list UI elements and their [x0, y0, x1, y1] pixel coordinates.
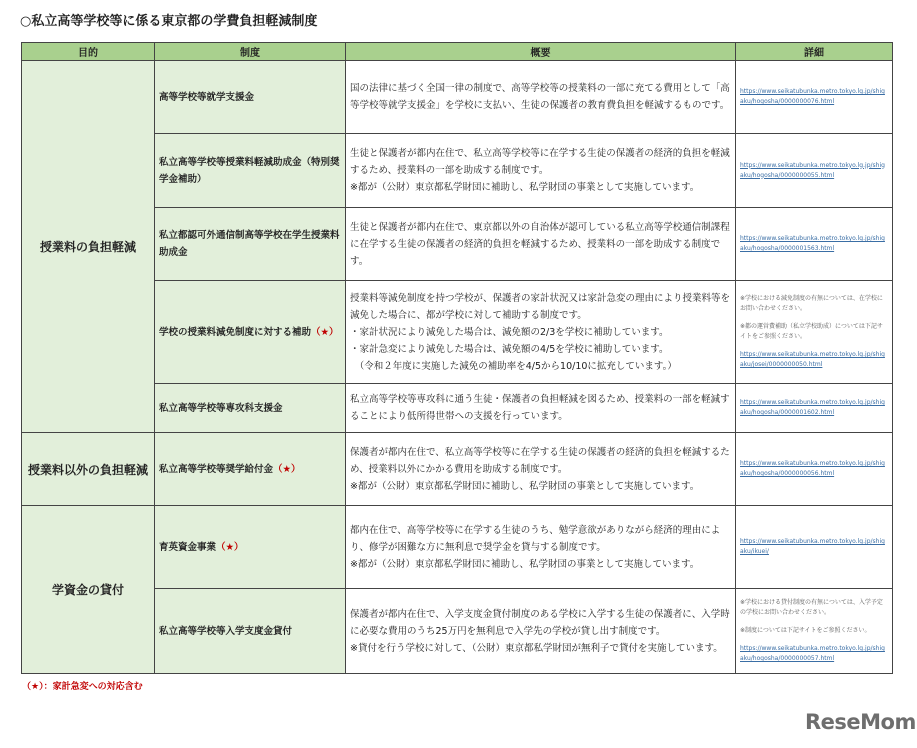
detail-cell: [736, 208, 893, 281]
detail-link[interactable]: https://www.seikatubunka.metro.tokyo.lg.jp/shigaku/hogosha/0000001602.html: [740, 399, 885, 416]
purpose-cell: 学資金の貸付: [22, 506, 155, 674]
subsidy-table: [21, 42, 893, 674]
detail-cell: [736, 433, 893, 506]
system-cell: [155, 208, 346, 281]
summary-cell: 国の法律に基づく全国一律の制度で、高等学校等の授業料の一部に充てる費用として「高等学校等就学支援金」を学校に支払い、生徒の保護者の教育費負担を軽減するものです。: [346, 61, 736, 134]
detail-cell: [736, 506, 893, 589]
system-cell: [155, 433, 346, 506]
detail-link[interactable]: https://www.seikatubunka.metro.tokyo.lg.jp/shigaku/hogosha/0000000055.html: [740, 161, 885, 179]
header-summary: 概要: [346, 43, 736, 61]
detail-link[interactable]: https://www.seikatubunka.metro.tokyo.lg.jp/shigaku/ikuei/: [740, 538, 885, 555]
detail-link[interactable]: https://www.seikatubunka.metro.tokyo.lg.jp/shigaku/josei/0000000050.html: [740, 351, 885, 368]
detail-link[interactable]: https://www.seikatubunka.metro.tokyo.lg.jp/shigaku/hogosha/0000000056.html: [740, 460, 885, 477]
system-name: 学校の授業料減免制度に対する補助: [159, 326, 312, 338]
detail-link[interactable]: https://www.seikatubunka.metro.tokyo.lg.jp/shigaku/hogosha/0000000057.html: [740, 645, 885, 662]
header-purpose: 目的: [22, 43, 155, 61]
detail-cell: [736, 61, 893, 134]
resemom-logo: ReseMom: [805, 710, 916, 734]
system-cell: [155, 589, 346, 674]
detail-note: ※学校における減免制度の有無については、在学校にお問い合わせください。: [740, 295, 883, 312]
detail-note: ※都の運営費補助（私立学校助成）については下記サイトをご参照ください。: [740, 323, 883, 340]
system-cell: [155, 134, 346, 208]
star-mark: （★）: [216, 541, 244, 553]
footnote: （★）：家計急変への対応含む: [22, 682, 143, 692]
star-mark: （★）: [311, 326, 339, 338]
system-name: 私立高等学校等奨学給付金: [159, 463, 274, 475]
detail-note: ※制度については下記サイトをご参照ください。: [740, 627, 871, 634]
detail-cell: [736, 281, 893, 384]
summary-cell: 都内在住で、高等学校等に在学する生徒のうち、勉学意欲がありながら経済的理由により、修学が困難な方に無利息で奨学金を貸与する制度です。 ※都が（公財）東京都私学財団に補助し、私学財団の事業として実施しています。: [346, 506, 736, 589]
system-cell: [155, 506, 346, 589]
system-cell: [155, 384, 346, 433]
page-title: ○私立高等学校等に係る東京都の学費負担軽減制度: [20, 14, 318, 29]
system-cell: [155, 61, 346, 134]
system-name: 高等学校等就学支援金: [159, 91, 255, 103]
system-cell: [155, 281, 346, 384]
summary-cell: 生徒と保護者が都内在住で、私立高等学校等に在学する生徒の保護者の経済的負担を軽減するため、授業料の一部を助成する制度です。 ※都が（公財）東京都私学財団に補助し、私学財団の事業として実施しています。: [346, 134, 736, 208]
detail-cell: [736, 134, 893, 208]
summary-cell: 生徒と保護者が都内在住で、東京都以外の自治体が認可している私立高等学校通信制課程に在学する生徒の保護者の経済的負担を軽減するため、授業料の一部を助成する制度です。: [346, 208, 736, 281]
system-name: 私立高等学校等授業料軽減助成金（特別奨学金補助）: [159, 156, 340, 185]
table-header: [22, 43, 893, 61]
summary-cell: 保護者が都内在住で、私立高等学校等に在学する生徒の保護者の経済的負担を軽減するため、授業料以外にかかる費用を助成する制度です。 ※都が（公財）東京都私学財団に補助し、私学財団の事業として実施しています。: [346, 433, 736, 506]
header-system: 制度: [155, 43, 346, 61]
detail-note: ※学校における貸付制度の有無については、入学予定の学校にお問い合わせください。: [740, 599, 883, 616]
detail-cell: [736, 589, 893, 674]
system-name: 私立都認可外通信制高等学校在学生授業料助成金: [159, 230, 340, 258]
system-name: 私立高等学校等入学支度金貸付: [159, 625, 293, 637]
summary-cell: 保護者が都内在住で、入学支度金貸付制度のある学校に入学する生徒の保護者に、入学時に必要な費用のうち25万円を無利息で入学先の学校が貸し出す制度です。 ※貸付を行う学校に対して、（公財）東京都私学財団が無利子で貸付を実施しています。: [346, 589, 736, 674]
summary-cell: 授業料等減免制度を持つ学校が、保護者の家計状況又は家計急変の理由により授業料等を減免した場合に、都が学校に対して補助する制度です。 ・家計状況により減免した場合は、減免額の2/3を学校に補助しています。 ・家計急変により減免した場合は、減免額の4/5を学校に補助しています。 （令和２年度に実施した減免の補助率を4/5から10/10に拡充しています。）: [346, 281, 736, 384]
system-name: 育英資金事業: [159, 541, 217, 553]
header-detail: 詳細: [736, 43, 893, 61]
summary-cell: 私立高等学校等専攻科に通う生徒・保護者の負担軽減を図るため、授業料の一部を軽減することにより低所得世帯への支援を行っています。: [346, 384, 736, 433]
table-row: [22, 506, 893, 589]
star-mark: （★）: [273, 463, 301, 475]
detail-link[interactable]: https://www.seikatubunka.metro.tokyo.lg.jp/shigaku/hogosha/0000001563.html: [740, 235, 885, 252]
purpose-cell: 授業料以外の負担軽減: [22, 433, 155, 506]
purpose-cell: 授業料の負担軽減: [22, 61, 155, 433]
detail-cell: [736, 384, 893, 433]
table-row: [22, 61, 893, 134]
system-name: 私立高等学校等専攻科支援金: [159, 402, 283, 414]
table-row: [22, 433, 893, 506]
detail-link[interactable]: https://www.seikatubunka.metro.tokyo.lg.jp/shigaku/hogosha/0000000076.html: [740, 88, 885, 105]
